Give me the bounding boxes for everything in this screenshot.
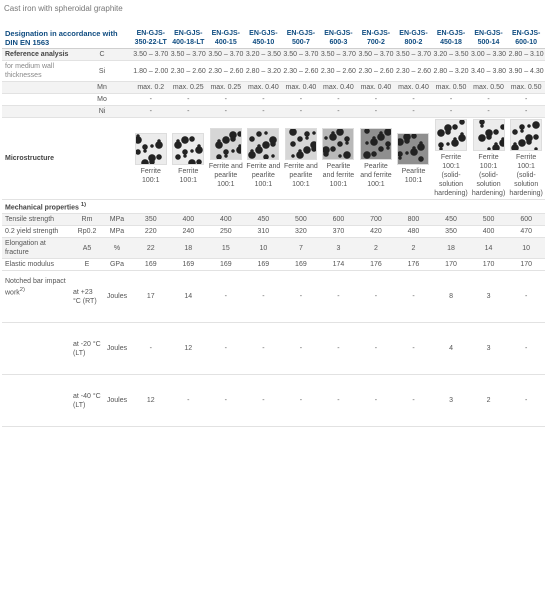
property-value: 240 xyxy=(170,226,208,238)
property-value: 14 xyxy=(470,238,508,259)
analysis-value: - xyxy=(320,94,358,106)
impact-value: 12 xyxy=(132,375,170,427)
property-value: 169 xyxy=(282,259,320,271)
analysis-value: 3.50 – 3.70 xyxy=(320,49,358,61)
element-symbol: Mo xyxy=(72,94,132,106)
element-symbol: Mn xyxy=(72,82,132,94)
analysis-value: 3.90 – 4.30 xyxy=(507,61,545,82)
table-row xyxy=(2,94,545,106)
property-value: 400 xyxy=(170,214,208,226)
microstructure-cell xyxy=(282,118,320,200)
microstructure-caption: Ferrite and pearlite 100:1 xyxy=(246,163,281,188)
notched-impact-text: Notched bar impact work xyxy=(5,278,66,297)
property-symbol: Rp0.2 xyxy=(72,226,102,238)
impact-unit: Joules xyxy=(102,375,132,427)
microstructure-image xyxy=(135,133,167,165)
analysis-value: 2.80 – 3.10 xyxy=(507,49,545,61)
property-value: 22 xyxy=(132,238,170,259)
analysis-value: - xyxy=(507,106,545,118)
analysis-value: 3.00 – 3.30 xyxy=(470,49,508,61)
empty-cell xyxy=(2,82,72,94)
impact-unit: Joules xyxy=(102,271,132,323)
property-unit: MPa xyxy=(102,214,132,226)
microstructure-caption: Pearlite and ferrite 100:1 xyxy=(322,163,355,188)
mechanical-properties-label xyxy=(2,200,545,214)
grade-header: EN-GJS-500-7 xyxy=(282,28,320,49)
impact-value: - xyxy=(207,375,245,427)
microstructure-image xyxy=(435,119,467,151)
table-row xyxy=(2,28,545,49)
analysis-value: 3.20 – 3.50 xyxy=(432,49,470,61)
impact-value: - xyxy=(207,271,245,323)
property-value: 450 xyxy=(432,214,470,226)
property-value: 169 xyxy=(245,259,283,271)
temperature-label: at -20 °C (LT) xyxy=(72,323,102,375)
microstructure-caption: Pearlite and ferrite 100:1 xyxy=(360,163,392,188)
analysis-value: - xyxy=(132,94,170,106)
table-row xyxy=(2,61,545,82)
property-value: 2 xyxy=(357,238,395,259)
impact-value: - xyxy=(507,375,545,427)
analysis-value: 3.50 – 3.70 xyxy=(170,49,208,61)
impact-value: - xyxy=(320,323,358,375)
property-value: 7 xyxy=(282,238,320,259)
analysis-value: 3.50 – 3.70 xyxy=(132,49,170,61)
microstructure-image xyxy=(360,128,392,160)
impact-value: 12 xyxy=(170,323,208,375)
property-value: 176 xyxy=(395,259,433,271)
grade-header: EN-GJS-400-18-LT xyxy=(170,28,208,49)
empty-cell xyxy=(2,94,72,106)
analysis-value: 2.30 – 2.60 xyxy=(170,61,208,82)
impact-value: 3 xyxy=(432,375,470,427)
property-value: 600 xyxy=(320,214,358,226)
property-value: 10 xyxy=(245,238,283,259)
microstructure-caption: Pearlite 100:1 xyxy=(401,167,426,184)
analysis-value: 2.30 – 2.60 xyxy=(207,61,245,82)
impact-value: 3 xyxy=(470,323,508,375)
impact-value: - xyxy=(282,323,320,375)
analysis-value: - xyxy=(282,94,320,106)
analysis-value: 3.50 – 3.70 xyxy=(282,49,320,61)
analysis-value: 3.40 – 3.80 xyxy=(470,61,508,82)
microstructure-image xyxy=(210,128,242,160)
table-row xyxy=(2,200,545,214)
impact-value: - xyxy=(207,323,245,375)
analysis-value: 2.30 – 2.60 xyxy=(357,61,395,82)
impact-value: - xyxy=(357,375,395,427)
impact-value: - xyxy=(320,375,358,427)
property-value: 18 xyxy=(432,238,470,259)
table-row xyxy=(2,323,545,375)
analysis-value: max. 0.50 xyxy=(432,82,470,94)
analysis-value: - xyxy=(432,94,470,106)
table-row xyxy=(2,238,545,259)
reference-analysis-sublabel: for medium wall thicknesses xyxy=(2,61,72,82)
grade-header: EN-GJS-600-10 xyxy=(507,28,545,49)
analysis-value: - xyxy=(170,94,208,106)
analysis-value: - xyxy=(432,106,470,118)
property-value: 400 xyxy=(470,226,508,238)
property-value: 169 xyxy=(170,259,208,271)
microstructure-image xyxy=(510,119,542,151)
notched-impact-label xyxy=(2,271,72,323)
impact-value: 2 xyxy=(470,375,508,427)
microstructure-cell xyxy=(470,118,508,200)
property-value: 470 xyxy=(507,226,545,238)
microstructure-image xyxy=(322,128,354,160)
impact-value: - xyxy=(132,323,170,375)
microstructure-image xyxy=(397,133,429,165)
properties-table xyxy=(2,28,545,427)
impact-value: - xyxy=(170,375,208,427)
empty-cell xyxy=(2,375,72,427)
impact-value: - xyxy=(357,323,395,375)
microstructure-caption: Ferrite 100:1 xyxy=(140,167,161,184)
analysis-value: - xyxy=(470,94,508,106)
footnote-marker: 1) xyxy=(80,202,87,208)
microstructure-cell xyxy=(395,118,433,200)
analysis-value: max. 0.50 xyxy=(470,82,508,94)
microstructure-caption: Ferrite 100:1 (solid-solution hardening) xyxy=(471,154,506,197)
grade-header: EN-GJS-800-2 xyxy=(395,28,433,49)
impact-value: - xyxy=(507,271,545,323)
analysis-value: 1.80 – 2.00 xyxy=(132,61,170,82)
property-value: 350 xyxy=(132,214,170,226)
property-value: 250 xyxy=(207,226,245,238)
table-row xyxy=(2,271,545,323)
property-value: 2 xyxy=(395,238,433,259)
table-row xyxy=(2,375,545,427)
grade-header: EN-GJS-700-2 xyxy=(357,28,395,49)
empty-cell xyxy=(2,106,72,118)
impact-value: 3 xyxy=(470,271,508,323)
mechanical-label-text: Mechanical properties xyxy=(5,204,79,212)
property-name: Tensile strength xyxy=(2,214,72,226)
designation-header: Designation in accordance with DIN EN 1563 xyxy=(2,28,132,49)
property-value: 18 xyxy=(170,238,208,259)
impact-value: - xyxy=(357,271,395,323)
table-row xyxy=(2,226,545,238)
property-value: 370 xyxy=(320,226,358,238)
analysis-value: 2.30 – 2.60 xyxy=(282,61,320,82)
microstructure-image xyxy=(473,119,505,151)
page-title: Cast iron with spheroidal graphite xyxy=(4,4,123,13)
property-value: 3 xyxy=(320,238,358,259)
analysis-value: - xyxy=(470,106,508,118)
analysis-value: - xyxy=(132,106,170,118)
property-value: 350 xyxy=(432,226,470,238)
property-value: 169 xyxy=(132,259,170,271)
property-symbol: A5 xyxy=(72,238,102,259)
element-symbol: Si xyxy=(72,61,132,82)
analysis-value: - xyxy=(507,94,545,106)
impact-value: - xyxy=(245,375,283,427)
property-name: 0.2 yield strength xyxy=(2,226,72,238)
grade-header: EN-GJS-450-10 xyxy=(245,28,283,49)
property-value: 15 xyxy=(207,238,245,259)
impact-value: 8 xyxy=(432,271,470,323)
analysis-value: max. 0.50 xyxy=(507,82,545,94)
analysis-value: 3.50 – 3.70 xyxy=(357,49,395,61)
property-value: 800 xyxy=(395,214,433,226)
impact-value: - xyxy=(395,323,433,375)
analysis-value: - xyxy=(395,106,433,118)
microstructure-cell xyxy=(132,118,170,200)
impact-value: - xyxy=(395,375,433,427)
analysis-value: 2.80 – 3.20 xyxy=(432,61,470,82)
property-value: 174 xyxy=(320,259,358,271)
analysis-value: max. 0.40 xyxy=(320,82,358,94)
empty-cell xyxy=(2,323,72,375)
analysis-value: - xyxy=(282,106,320,118)
analysis-value: - xyxy=(357,106,395,118)
property-name: Elongation at fracture xyxy=(2,238,72,259)
analysis-value: 3.50 – 3.70 xyxy=(395,49,433,61)
analysis-value: - xyxy=(245,94,283,106)
temperature-label: at -40 °C (LT) xyxy=(72,375,102,427)
impact-value: - xyxy=(507,323,545,375)
property-symbol: Rm xyxy=(72,214,102,226)
element-symbol: C xyxy=(72,49,132,61)
analysis-value: 2.30 – 2.60 xyxy=(395,61,433,82)
impact-value: 14 xyxy=(170,271,208,323)
microstructure-cell xyxy=(507,118,545,200)
property-value: 170 xyxy=(507,259,545,271)
property-unit: % xyxy=(102,238,132,259)
table-row xyxy=(2,82,545,94)
analysis-value: - xyxy=(357,94,395,106)
impact-value: - xyxy=(395,271,433,323)
impact-value: - xyxy=(282,271,320,323)
property-unit: GPa xyxy=(102,259,132,271)
grade-header: EN-GJS-500-14 xyxy=(470,28,508,49)
impact-value: 4 xyxy=(432,323,470,375)
property-value: 600 xyxy=(507,214,545,226)
table-row xyxy=(2,214,545,226)
reference-analysis-label: Reference analysis xyxy=(2,49,72,61)
impact-value: - xyxy=(320,271,358,323)
property-value: 220 xyxy=(132,226,170,238)
analysis-value: 3.20 – 3.50 xyxy=(245,49,283,61)
microstructure-caption: Ferrite and pearlite 100:1 xyxy=(208,163,243,188)
property-value: 170 xyxy=(432,259,470,271)
impact-value: 17 xyxy=(132,271,170,323)
property-value: 480 xyxy=(395,226,433,238)
property-symbol: E xyxy=(72,259,102,271)
property-value: 10 xyxy=(507,238,545,259)
grade-header: EN-GJS-600-3 xyxy=(320,28,358,49)
analysis-value: 2.30 – 2.60 xyxy=(320,61,358,82)
property-value: 169 xyxy=(207,259,245,271)
analysis-value: max. 0.40 xyxy=(395,82,433,94)
microstructure-cell xyxy=(245,118,283,200)
table-row xyxy=(2,49,545,61)
analysis-value: 3.50 – 3.70 xyxy=(207,49,245,61)
analysis-value: max. 0.25 xyxy=(207,82,245,94)
microstructure-image xyxy=(285,128,317,160)
property-value: 176 xyxy=(357,259,395,271)
analysis-value: max. 0.40 xyxy=(282,82,320,94)
property-value: 450 xyxy=(245,214,283,226)
property-value: 310 xyxy=(245,226,283,238)
property-value: 170 xyxy=(470,259,508,271)
impact-value: - xyxy=(245,271,283,323)
impact-unit: Joules xyxy=(102,323,132,375)
analysis-value: - xyxy=(320,106,358,118)
grade-header: EN-GJS-450-18 xyxy=(432,28,470,49)
microstructure-image xyxy=(247,128,279,160)
property-value: 500 xyxy=(470,214,508,226)
microstructure-cell xyxy=(432,118,470,200)
footnote-marker: 2) xyxy=(19,287,25,294)
temperature-label: at +23 °C (RT) xyxy=(72,271,102,323)
analysis-value: - xyxy=(207,106,245,118)
property-value: 700 xyxy=(357,214,395,226)
property-value: 400 xyxy=(207,214,245,226)
impact-value: - xyxy=(245,323,283,375)
analysis-value: - xyxy=(170,106,208,118)
microstructure-caption: Ferrite 100:1 xyxy=(178,167,199,184)
property-value: 320 xyxy=(282,226,320,238)
analysis-value: max. 0.2 xyxy=(132,82,170,94)
table-row xyxy=(2,259,545,271)
property-value: 500 xyxy=(282,214,320,226)
property-unit: MPa xyxy=(102,226,132,238)
impact-value: - xyxy=(282,375,320,427)
analysis-value: max. 0.25 xyxy=(170,82,208,94)
grade-header: EN-GJS-350-22-LT xyxy=(132,28,170,49)
microstructure-caption: Ferrite and pearlite 100:1 xyxy=(283,163,318,188)
microstructure-cell xyxy=(207,118,245,200)
microstructure-cell xyxy=(170,118,208,200)
analysis-value: max. 0.40 xyxy=(357,82,395,94)
analysis-value: - xyxy=(207,94,245,106)
analysis-value: max. 0.40 xyxy=(245,82,283,94)
property-value: 420 xyxy=(357,226,395,238)
grade-header: EN-GJS-400-15 xyxy=(207,28,245,49)
property-name: Elastic modulus xyxy=(2,259,72,271)
table-row xyxy=(2,106,545,118)
table-row xyxy=(2,118,545,200)
analysis-value: - xyxy=(395,94,433,106)
microstructure-label: Microstructure xyxy=(2,118,132,200)
element-symbol: Ni xyxy=(72,106,132,118)
microstructure-image xyxy=(172,133,204,165)
analysis-value: - xyxy=(245,106,283,118)
microstructure-cell xyxy=(320,118,358,200)
microstructure-cell xyxy=(357,118,395,200)
microstructure-caption: Ferrite 100:1 (solid-solution hardening) xyxy=(434,154,468,197)
microstructure-caption: Ferrite 100:1 (solid-solution hardening) xyxy=(509,154,543,197)
analysis-value: 2.80 – 3.20 xyxy=(245,61,283,82)
